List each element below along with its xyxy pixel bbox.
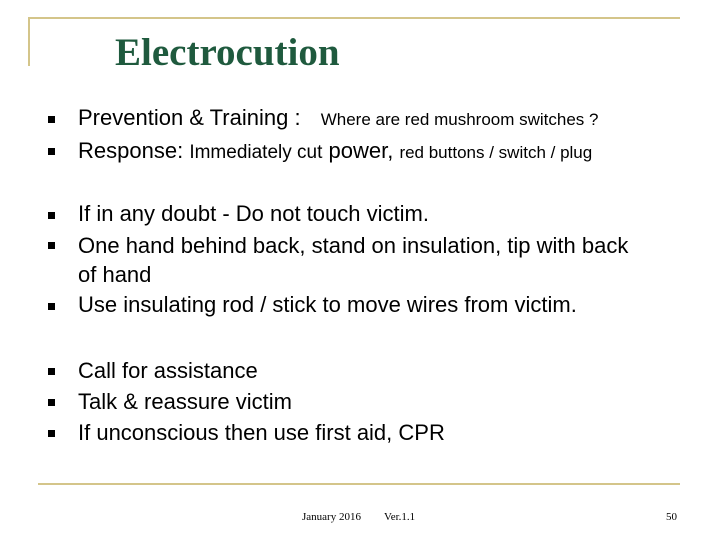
bullet-square-icon [48,212,55,219]
decorative-frame-top [28,17,680,19]
decorative-frame-left [28,17,30,66]
bullet-call-assistance: Call for assistance [78,358,258,383]
bullet-response-sub: red buttons / switch / plug [399,143,593,162]
bullet-response [78,138,592,166]
bullet-square-icon [48,430,55,437]
bullet-reassure: Talk & reassure victim [78,389,292,414]
bullet-doubt: If in any doubt - Do not touch victim. [78,201,429,226]
bullet-prevention-main: Prevention & Training : [78,105,301,130]
footer-date: January 2016 [302,511,361,523]
bullet-one-hand-line2: of hand [78,262,152,287]
bullet-prevention-sub: Where are red mushroom switches ? [320,110,599,129]
bullet-square-icon [48,368,55,375]
bullet-one-hand-line1: One hand behind back, stand on insulation, tip with back [78,233,629,258]
bullet-first-aid: If unconscious then use first aid, CPR [78,420,445,445]
bullet-response-mid: Immediately cut [189,142,323,163]
bullet-square-icon [48,399,55,406]
bullet-prevention [78,105,598,133]
bullet-insulating-rod: Use insulating rod / stick to move wires from victim. [78,292,577,317]
slide-title: Electrocution [115,31,340,74]
footer-version: Ver.1.1 [384,511,416,523]
footer-rule [38,483,680,485]
bullet-square-icon [48,242,55,249]
footer-page-number: 50 [666,511,677,523]
bullet-square-icon [48,148,55,155]
bullet-response-main2: power, [328,138,394,163]
bullet-square-icon [48,303,55,310]
bullet-square-icon [48,116,55,123]
bullet-response-main: Response: [78,138,184,163]
